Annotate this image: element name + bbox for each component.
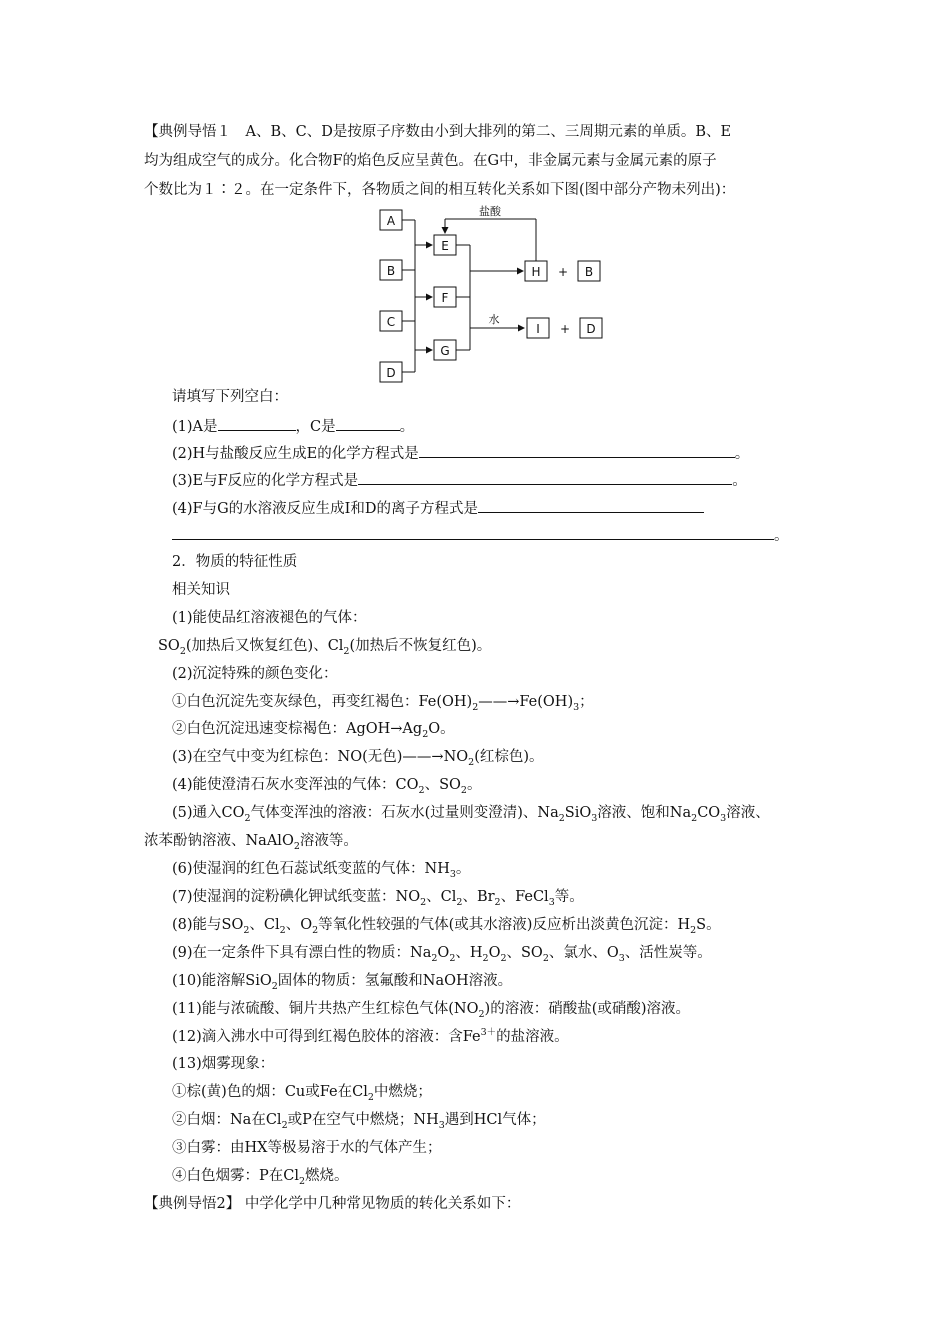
q2-text: (2)H与盐酸反应生成E的化学方程式是 (172, 446, 419, 462)
item-2a: ①白色沉淀先变灰绿色，再变红褐色：$Fe(OH)_2——\to Fe(OH)_3$； (172, 694, 594, 713)
item-10: (10)能溶解SiO$_2$固体的物质：氢氟酸和NaOH溶液。 (172, 973, 513, 992)
label-d: D (386, 366, 396, 380)
q2-end: 。 (734, 446, 750, 462)
example1-line1: 【典例导悟１ A、B、C、D是按原子序数由小到大排列的第二、三周期元素的单质。B、E (144, 124, 732, 140)
item-4: (4)能使澄清石灰水变浑浊的气体：$CO_2$、$SO_2$。 (172, 777, 482, 796)
item-1a: $SO_2$(加热后又恢复红色)、$Cl_2$(加热后不恢复红色)。 (158, 638, 492, 657)
example1-line2: 均为组成空气的成分。化合物F的焰色反应呈黄色。在G中，非金属元素与金属元素的原子 (144, 153, 717, 169)
label-hcl: 盐酸 (479, 205, 501, 218)
q4-end: 。 (774, 528, 789, 544)
item-13c: ③白雾：由HX等极易溶于水的气体产生； (172, 1140, 442, 1156)
q4-blank[interactable] (478, 498, 704, 513)
plus-2: + (559, 322, 571, 336)
q3-end: 。 (732, 473, 747, 489)
item-12: (12)滴入沸水中可得到红褐色胶体的溶液：含$Fe^{3+}$的盐溶液。 (172, 1027, 569, 1045)
label-b: B (386, 264, 396, 278)
label-d2: D (586, 322, 596, 336)
label-e: E (441, 239, 449, 253)
q1-label-a: (1)A是 (172, 419, 218, 435)
q2-blank[interactable] (419, 443, 735, 458)
label-water: 水 (488, 313, 500, 326)
item-6: (6)使湿润的红色石蕊试纸变蓝的气体：$NH_3$。 (172, 861, 471, 880)
q4-text: (4)F与G的水溶液反应生成I和D的离子方程式是 (172, 501, 479, 517)
q1-blank-c[interactable] (336, 416, 400, 431)
conversion-diagram (370, 205, 620, 390)
item-1: (1)能使品红溶液褪色的气体： (172, 610, 367, 626)
label-f: F (441, 291, 449, 305)
question-3 (172, 470, 747, 491)
q3-text: (3)E与F反应的化学方程式是 (172, 473, 359, 489)
item-2: (2)沉淀特殊的颜色变化： (172, 666, 338, 682)
question-4 (172, 498, 704, 519)
item-5b: 浓苯酚钠溶液、NaAlO$_2$溶液等。 (144, 833, 358, 852)
label-g: G (440, 344, 450, 358)
q4-blank-2[interactable] (172, 525, 774, 540)
item-13b: ②白烟：Na在$Cl_2$或P在空气中燃烧；$NH_3$遇到HCl气体； (172, 1112, 546, 1131)
example1-line3: 个数比为１∶２。在一定条件下，各物质之间的相互转化关系如下图(图中部分产物未列出)： (144, 182, 736, 198)
q1-label-c: ，C是 (295, 419, 336, 435)
question-1 (172, 416, 414, 437)
item-13d: ④白色烟雾：P在$Cl_2$燃烧。 (172, 1168, 349, 1187)
label-c: C (386, 315, 396, 329)
question-4-cont (172, 525, 789, 546)
item-8: (8)能与$SO_2$、$Cl_2$、$O_2$等氧化性较强的气体(或其水溶液)反应析出淡黄色沉淀：$H_2S$。 (172, 917, 721, 936)
item-5: (5)通入$CO_2$气体变浑浊的溶液：石灰水(过量则变澄清)、$Na_2SiO_3$溶液、饱和$Na_2CO_3$溶液、 (172, 805, 770, 824)
q1-end: 。 (399, 419, 415, 435)
label-a: A (386, 214, 396, 228)
example2-line: 【典例导悟2】 中学化学中几种常见物质的转化关系如下： (144, 1196, 521, 1212)
label-i: I (536, 322, 540, 336)
q3-blank[interactable] (358, 470, 732, 485)
item-3: (3)在空气中变为红棕色：NO(无色)$——\to NO_2$(红棕色)。 (172, 749, 544, 768)
section2-title: 2．物质的特征性质 (172, 554, 298, 570)
item-13a: ①棕(黄)色的烟：Cu或Fe在$Cl_2$中燃烧； (172, 1084, 432, 1103)
label-b2: B (584, 265, 594, 279)
questions-intro: 请填写下列空白： (172, 389, 288, 405)
plus-1: + (557, 265, 569, 279)
question-2 (172, 443, 749, 464)
item-11: (11)能与浓硫酸、铜片共热产生红棕色气体$(NO_2)$的溶液：硝酸盐(或硝酸)溶液。 (172, 1001, 691, 1020)
section2-related: 相关知识 (172, 582, 230, 598)
q1-blank-a[interactable] (218, 416, 296, 431)
item-2b: ②白色沉淀迅速变棕褐色：$AgOH\to Ag_2O$。 (172, 721, 455, 740)
item-9: (9)在一定条件下具有漂白性的物质：$Na_2O_2$、$H_2O_2$、$SO_2$、氯水、$O_3$、活性炭等。 (172, 945, 712, 964)
item-7: (7)使湿润的淀粉碘化钾试纸变蓝：$NO_2$、$Cl_2$、$Br_2$、FeCl$_3$等。 (172, 889, 584, 908)
label-h: H (531, 265, 541, 279)
item-13: (13)烟雾现象： (172, 1056, 275, 1072)
